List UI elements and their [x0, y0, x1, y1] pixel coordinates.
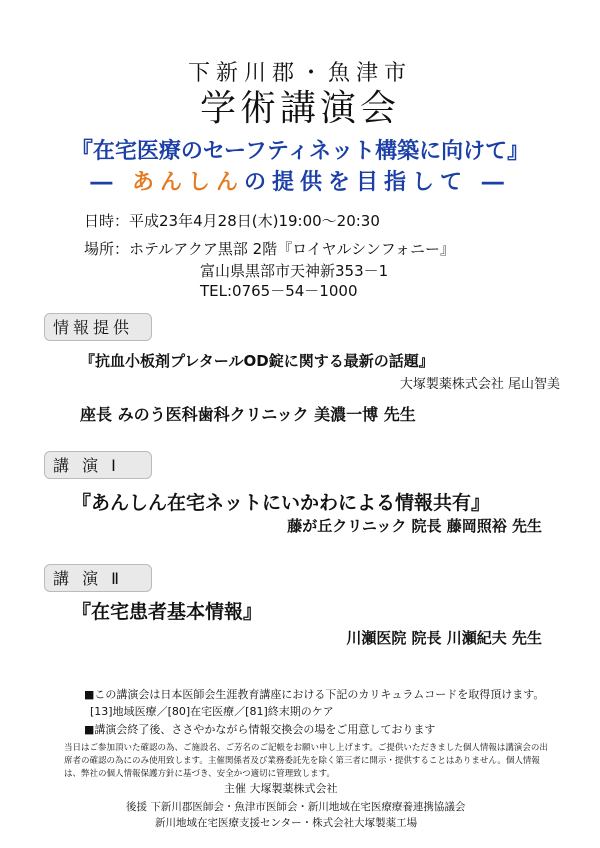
dash-left: ― [90, 170, 119, 195]
event-address: 富山県黒部市天神新353－1 [200, 262, 389, 280]
privacy-text-2: 主催関係者及び業務委託先を除く第三者に開示・提供することはありません。個人情報は、弊社の個人情報保護方針に基づき、安全かつ適切に管理致します。 [64, 756, 540, 779]
page-title: 学術講演会 [199, 88, 400, 129]
footer-host: 主催 大塚製薬株式会社 [224, 782, 338, 795]
place-value: ホテルアクア黒部 2階『ロイヤルシンフォニー』 [129, 240, 456, 258]
theme-subtitle [0, 165, 600, 196]
place-label: 場所： [84, 240, 130, 258]
footer-support-1: 後援 下新川郡医師会・魚津市医師会・新川地域在宅医療療養連携協議会 [126, 801, 466, 813]
privacy-text-1: 当日はご参加頂いた確認の為、ご施設名、ご芳名のご記帳をお願い申し上げます。ご提供いただきました個人情報は講演会の出席者の確認の為にのみ使用致します。 [64, 743, 548, 766]
lecture1-title: 『あんしん在宅ネットにいかわによる情報共有』 [72, 492, 491, 514]
section-label-lecture2: 講 演 Ⅱ [44, 564, 152, 592]
theme-subtitle-rest: の提供を目指して [244, 170, 469, 195]
event-place [84, 238, 455, 259]
privacy-notice [64, 742, 548, 781]
date-value: 平成23年4月28日(木)19:00～20:30 [129, 212, 380, 230]
section-label-lecture1: 講 演 Ⅰ [44, 451, 152, 479]
info-chair: 座長 みのう医科歯科クリニック 美濃一博 先生 [80, 405, 416, 424]
lecture1-speaker: 藤が丘クリニック 院長 藤岡照裕 先生 [287, 517, 542, 535]
theme-title: 『在宅医療のセーフティネット構築に向けて』 [70, 139, 530, 164]
lecture2-speaker: 川瀬医院 院長 川瀬紀夫 先生 [346, 629, 542, 647]
info-talk-title: 『抗血小板剤プレタールOD錠に関する最新の話題』 [80, 352, 434, 370]
note-curriculum-codes: [13]地域医療／[80]在宅医療／[81]終末期のケア [90, 705, 334, 718]
info-speaker: 大塚製薬株式会社 尾山智美 [399, 377, 560, 392]
organizers-line: 下新川郡・魚津市 [187, 61, 412, 86]
lecture2-title: 『在宅患者基本情報』 [72, 601, 263, 623]
date-label: 日時： [84, 212, 130, 230]
note-exchange: ■講演会終了後、ささやかながら情報交換会の場をご用意しております [84, 723, 436, 736]
event-date [84, 210, 380, 231]
note-curriculum: ■この講演会は日本医師会生涯教育講座における下記のカリキュラムコードを取得頂けます。 [84, 688, 545, 701]
dash-right: ― [481, 170, 510, 195]
event-tel: TEL:0765－54－1000 [200, 282, 358, 300]
section-label-info: 情報提供 [44, 313, 152, 341]
footer-support-2: 新川地域在宅医療支援センター・株式会社大塚製薬工場 [155, 817, 418, 829]
theme-accent-word: あんしん [131, 170, 244, 195]
